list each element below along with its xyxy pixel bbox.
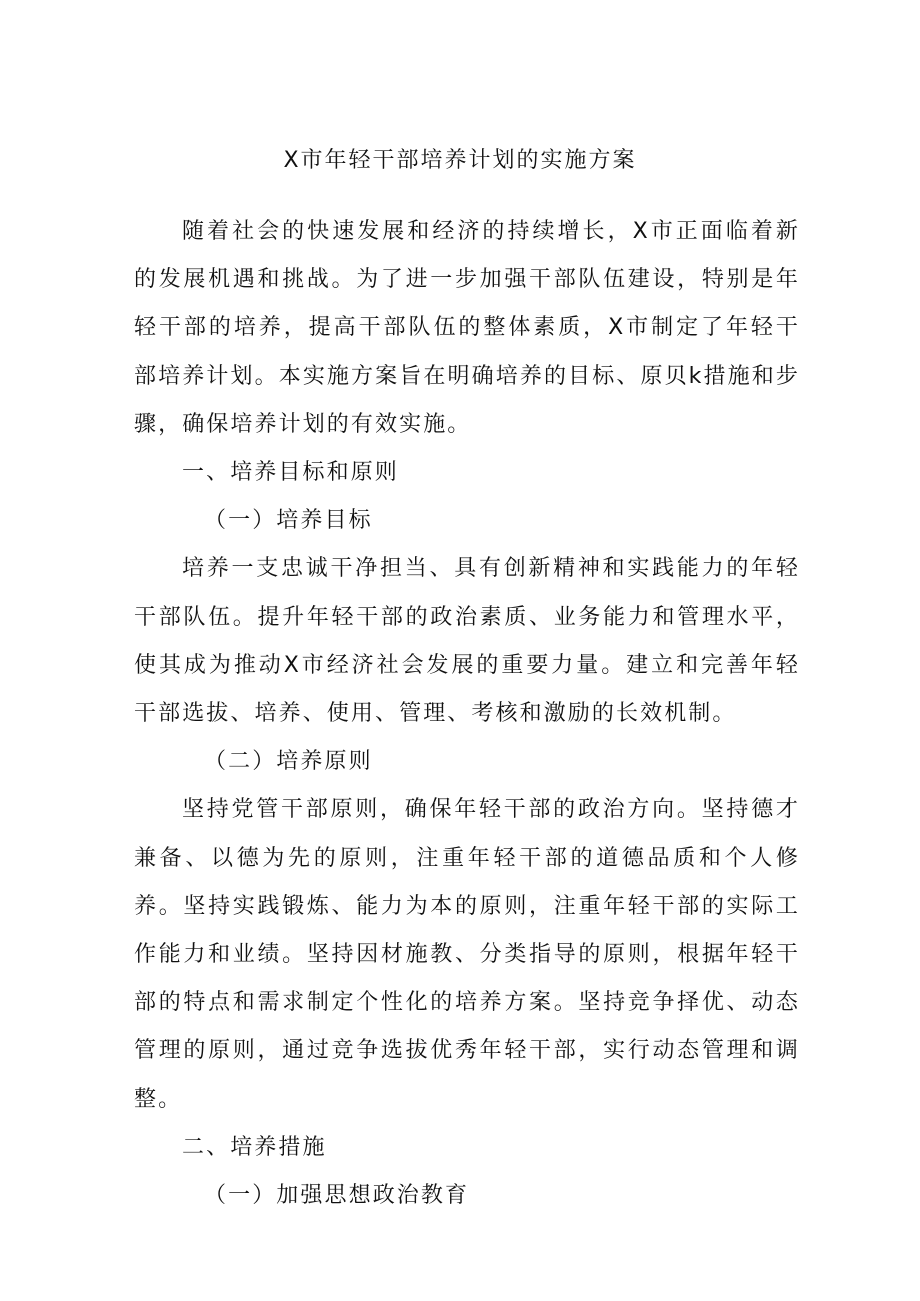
document-body [134,208,800,1220]
section-2-sub-1-heading: （一）加强思想政治教育 [204,1183,470,1209]
section-1-sub-2-paragraph: 坚持党管干部原则，确保年轻干部的政治方向。坚持德才兼备、以德为先的原则，注重年轻干部的道德品质和个人修养。坚持实践锻炼、能力为本的原则，注重年轻干部的实际工作能力和业绩。坚持因材施教、分类指导的原则，根据年轻干部的特点和需求制定个性化的培养方案。坚持竞争择优、动态管理的原则，通过竞争选拔优秀年轻干部，实行动态管理和调整。 [134,797,800,1112]
intro-paragraph: 随着社会的快速发展和经济的持续增长，X市正面临着新的发展机遇和挑战。为了进一步加强干部队伍建设，特别是年轻干部的培养，提高干部队伍的整体素质，X市制定了年轻干部培养计划。本实施方案旨在明确培养的目标、原贝k措施和步骤，确保培养计划的有效实施。 [134,219,800,437]
section-1-sub-1-heading: （一）培养目标 [204,508,373,534]
section-1-sub-2-heading: （二）培养原则 [204,749,373,775]
section-1-heading: 一、培养目标和原则 [182,460,399,486]
section-1-sub-1-paragraph: 培养一支忠诚干净担当、具有创新精神和实践能力的年轻干部队伍。提升年轻干部的政治素质、业务能力和管理水平，使其成为推动X市经济社会发展的重要力量。建立和完善年轻干部选拔、培养、使用、管理、考核和激励的长效机制。 [134,556,800,727]
section-2-heading: 二、培养措施 [182,1134,327,1160]
document-title: X市年轻干部培养计划的实施方案 [283,148,637,173]
